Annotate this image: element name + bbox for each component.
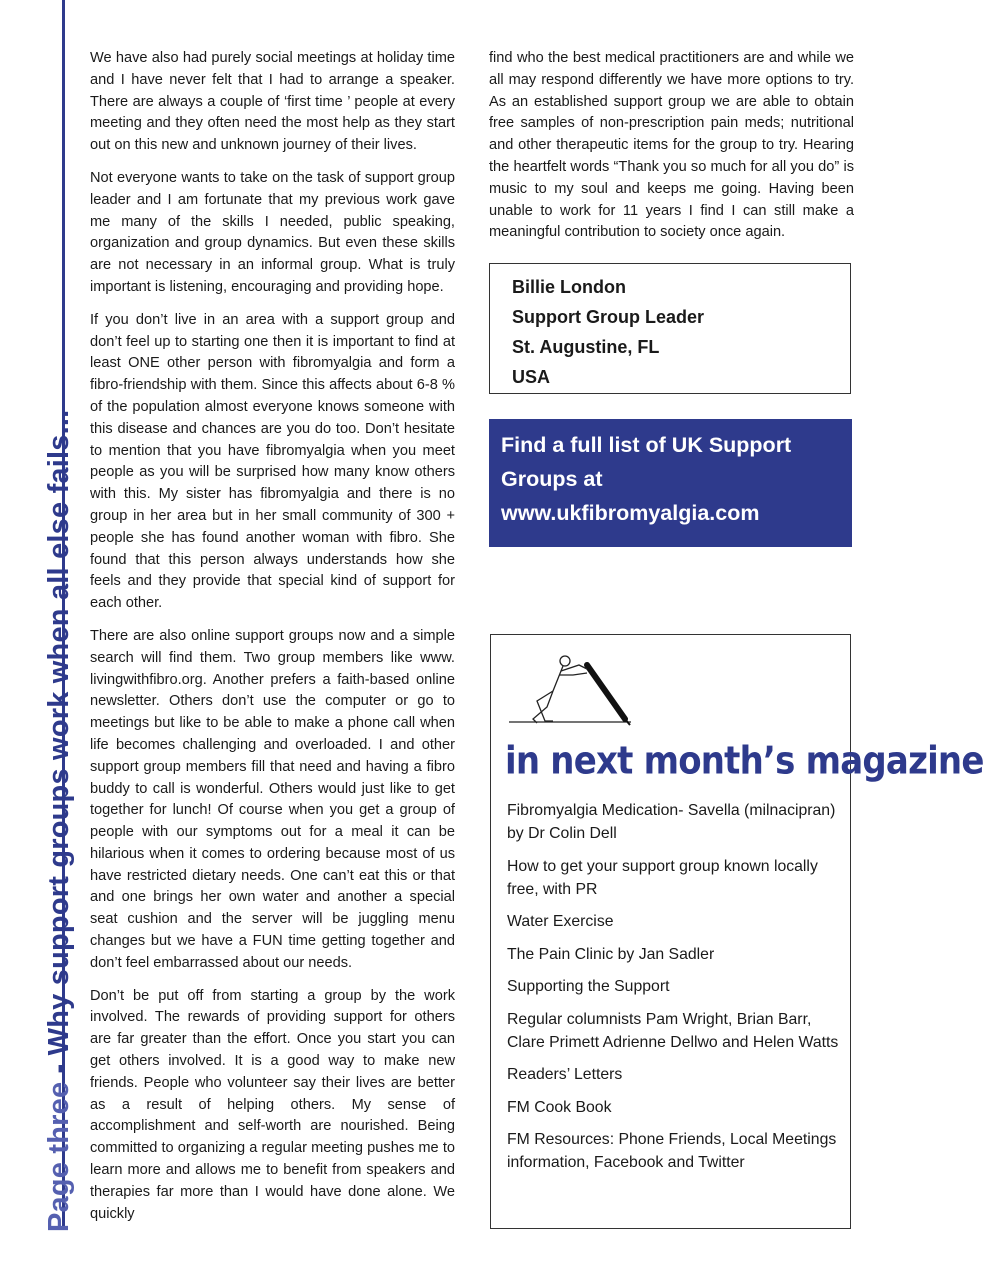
author-signature-box: [489, 263, 851, 394]
list-item: Supporting the Support: [507, 978, 670, 995]
next-month-heading: in next month’s magazine: [505, 739, 984, 784]
list-item: Readers’ Letters: [507, 1066, 623, 1083]
page-number-label: Page three: [43, 1081, 75, 1232]
list-item: FM Cook Book: [507, 1098, 612, 1116]
article-column-right: [489, 48, 854, 244]
next-month-list: [507, 799, 847, 1184]
author-name: Billie London: [512, 277, 626, 297]
website-link[interactable]: www.ukfibromyalgia.com: [501, 501, 760, 525]
author-country: USA: [512, 367, 551, 387]
article-paragraph: We have also had purely social meetings at holiday time and I have never felt that I had to arrange a speaker. There are always a couple of ‘first time ’ people at every meeting and they often need the most help as they start out on this new and unknown journey of their lives.: [90, 50, 455, 154]
article-paragraph: Don’t be put off from starting a group by the work involved. The rewards of providing support for others are far greater than the effort. Once you start you can get others involved. It is a good way to make new friends. People who volunteer say their lives are better as a result of helping others. My sense of accomplishment and self-worth are nourished. Being committed to organizing a regular meeting pushes me to learn more and allows me to benefit from speakers and therapies far more than I would have done alone. We quickly: [90, 987, 455, 1222]
list-item: Water Exercise: [507, 913, 614, 930]
article-paragraph: There are also online support groups now and a simple search will find them. Two group members like www. livingwithfibro.org. Another prefers a faith-based online newsletter. Others don’t use the computer or go to meetings but like to be able to make a phone call when life becomes challenging and overloaded. I and other support group members fill that need and having a fibro buddy to call is wonderful. Others would just like to get together for lunch! Of course when you get a group of people with our symptoms out for a meal it can be hilarious when it comes to ordering because most of us have restricted dietary needs. One can’t eat this or that and one brings her own water and another a special seat cushion and the server will be juggling menu changes but we have a FUN time getting together and don’t feel embarrassed about our needs.: [90, 627, 455, 971]
author-role: Support Group Leader: [512, 307, 705, 327]
article-paragraph: Not everyone wants to take on the task of support group leader and I am fortunate that my previous work gave me many of the skills I needed, public speaking, organization and group dynamics. But even these skills are not necessary in an informal group. What is truly important is listening, encouraging and providing hope.: [90, 169, 455, 295]
list-item: Regular columnists Pam Wright, Brian Barr, Clare Primett Adrienne Dellwo and Helen Watts: [507, 1010, 839, 1051]
article-title: Why support groups work when all else fails...: [43, 409, 75, 1056]
banner-text: Find a full list of UK Support Groups at: [501, 433, 792, 491]
list-item: How to get your support group known locally free, with PR: [507, 857, 818, 898]
article-continuation: find who the best medical practitioners are and while we all may respond differently we have more options to try. As an established support group we are able to obtain free samples of non-prescription pain meds; nutritional and other therapeutic items for the group to try. Hearing the heartfelt words “Thank you so much for all you do” is music to my soul and keeps me going. Having been unable to work for 11 years I find I can still make a meaningful contribution to society once again.: [489, 50, 854, 241]
side-title-separator: -: [43, 1055, 75, 1082]
list-item: FM Resources: Phone Friends, Local Meetings information, Facebook and Twitter: [507, 1131, 837, 1171]
list-item: The Pain Clinic by Jan Sadler: [507, 945, 715, 963]
list-item: Fibromyalgia Medication- Savella (milnacipran) by Dr Colin Dell: [507, 802, 836, 842]
author-city: St. Augustine, FL: [512, 337, 660, 357]
next-month-box: [490, 634, 984, 1229]
support-groups-banner: [489, 419, 852, 547]
page-side-title: [42, 410, 76, 1232]
article-paragraph: If you don’t live in an area with a support group and don’t feel up to starting one then it is important to find at least ONE other person with fibromyalgia and form a fibro-friendship with them. Since this affects about 6-8 % of the population almost everyone knows someone with this disease and chances are you do too. Don’t hesitate to mention that you have fibromyalgia when you meet people as you will be surprised how many know others with this. My sister has fibromyalgia and there is no group in her area but in her small community of 300 + people she has found another woman with fibro. She found that this person always understands how she feels and they provide that special kind of support for each other.: [90, 311, 455, 612]
article-column-left: [90, 48, 455, 1236]
stick-figure-pushing-pen-icon: [507, 649, 632, 729]
